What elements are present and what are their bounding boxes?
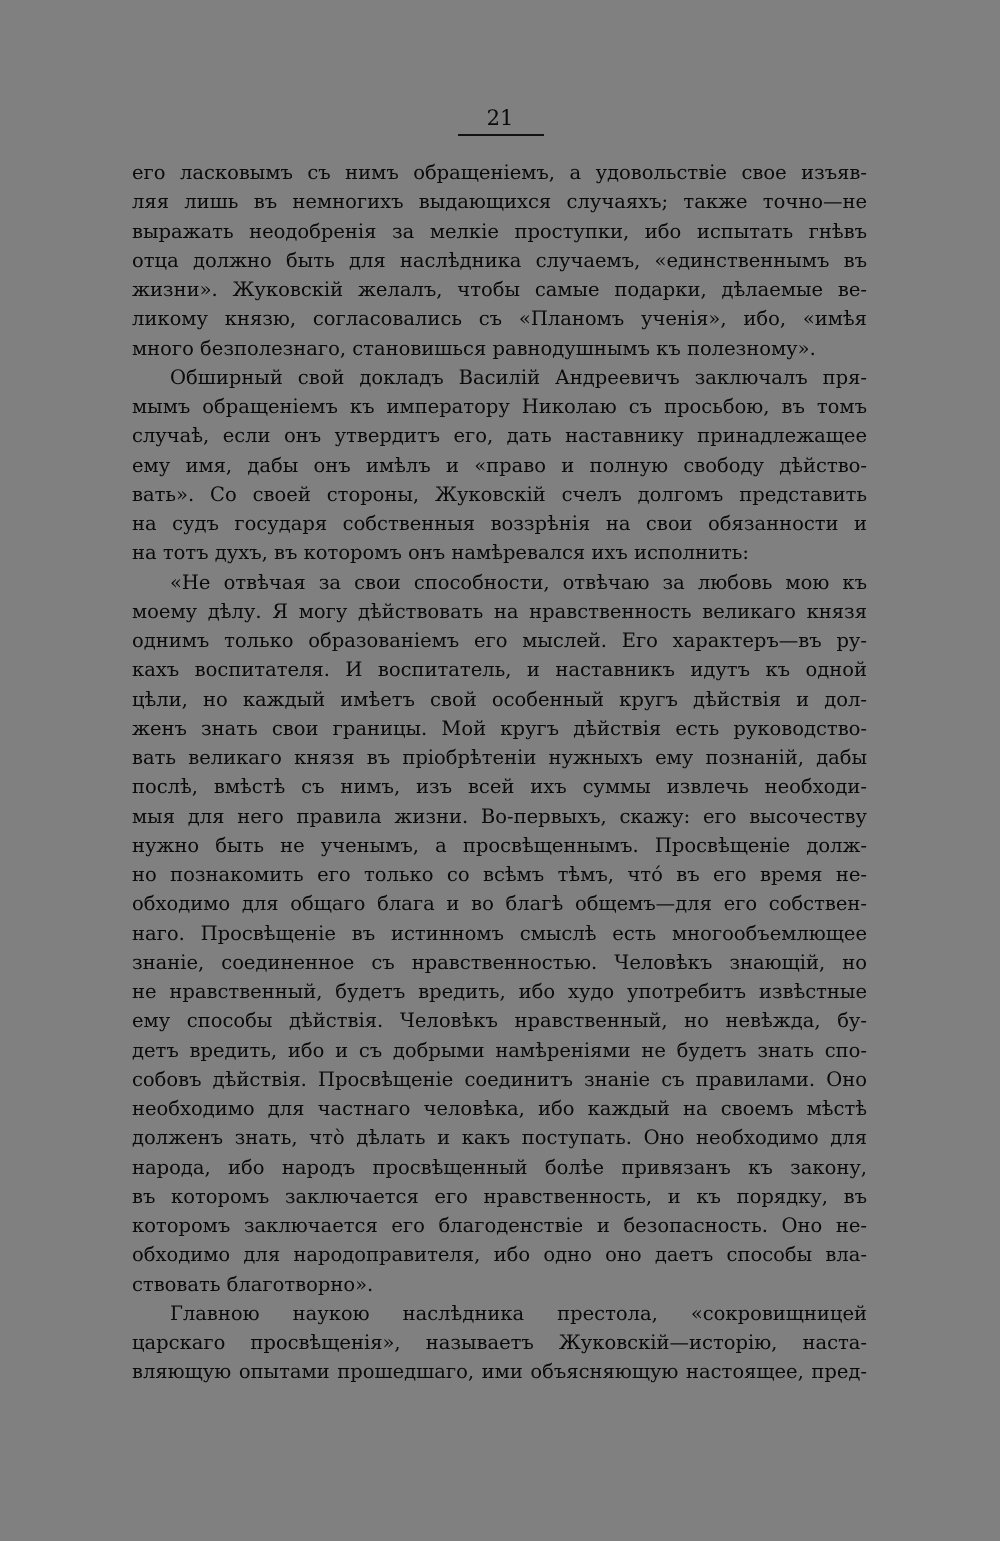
text-line: жизни». Жуковскій желалъ, чтобы самые подарки, дѣлаемые ве-	[132, 278, 867, 301]
text-line: вляющую опытами прошедшаго, ими объясняющую настоящее, пред-	[132, 1360, 867, 1384]
body-text	[132, 158, 867, 1387]
text-line: ему имя, дабы онъ имѣлъ и «право и полную свободу дѣйство-	[132, 453, 867, 477]
text-line: моему дѣлу. Я могу дѣйствовать на нравственность великаго князя	[132, 599, 867, 623]
text-line: обходимо для народоправителя, ибо одно оно даетъ способы вла-	[132, 1243, 867, 1267]
text-line: вать». Со своей стороны, Жуковскій счелъ долгомъ представить	[132, 482, 867, 506]
text-line: много безполезнаго, становишься равнодушнымъ къ полезному».	[132, 336, 816, 360]
text-line: народа, ибо народъ просвѣщенный болѣе привязанъ къ закону,	[132, 1155, 867, 1179]
text-line: не нравственный, будетъ вредить, ибо худо употребитъ извѣстные	[132, 980, 867, 1003]
text-line: послѣ, вмѣстѣ съ нимъ, изъ всей ихъ суммы извлечь необходи-	[132, 775, 867, 799]
text-line: кахъ воспитателя. И воспитатель, и наставникъ идутъ къ одной	[132, 658, 867, 682]
text-line: на тотъ духъ, въ которомъ онъ намѣревался ихъ исполнить:	[132, 541, 749, 565]
text-line: но познакомить его только со всѣмъ тѣмъ, что́ въ его время не-	[132, 863, 867, 886]
text-line: на судъ государя собственныя воззрѣнія на свои обязанности и	[132, 512, 867, 535]
text-line: детъ вредить, ибо и съ добрыми намѣреніями не будетъ знать спо-	[132, 1038, 867, 1062]
text-line: ствовать благотворно».	[132, 1272, 374, 1296]
text-line: въ которомъ заключается его нравственность, и къ порядку, въ	[132, 1184, 867, 1208]
text-line: выражать неодобренія за мелкіе проступки, ибо испытать гнѣвъ	[132, 219, 867, 243]
text-line: собовъ дѣйствія. Просвѣщеніе соединитъ знаніе съ правилами. Оно	[132, 1067, 867, 1091]
text-line: Главною наукою наслѣдника престола, «сокровищницей	[170, 1301, 867, 1325]
page-number-rule	[458, 134, 544, 136]
text-line: случаѣ, если онъ утвердитъ его, дать наставнику принадлежащее	[132, 424, 867, 448]
text-line: «Не отвѣчая за свои способности, отвѣчаю за любовь мою къ	[170, 570, 867, 594]
text-line: цѣли, но каждый имѣетъ свой особенный кругъ дѣйствія и дол-	[132, 687, 867, 711]
text-line: отца должно быть для наслѣдника случаемъ, «единственнымъ въ	[132, 248, 867, 272]
text-line: знаніе, соединенное съ нравственностью. Человѣкъ знающій, но	[132, 950, 867, 974]
text-line: которомъ заключается его благоденствіе и безопасность. Оно не-	[132, 1214, 867, 1237]
text-line: необходимо для частнаго человѣка, ибо каждый на своемъ мѣстѣ	[132, 1097, 867, 1120]
text-line: ляя лишь въ немногихъ выдающихся случаяхъ; также точно—не	[132, 190, 867, 214]
text-line: обходимо для общаго блага и во благѣ общемъ—для его собствен-	[132, 892, 867, 916]
text-line: царскаго просвѣщенія», называетъ Жуковскій—исторію, наста-	[132, 1331, 867, 1354]
text-line: однимъ только образованіемъ его мыслей. Его характеръ—въ ру-	[132, 629, 867, 652]
text-line: нужно быть не ученымъ, а просвѣщеннымъ. Просвѣщеніе долж-	[132, 833, 867, 857]
text-line: Обширный свой докладъ Василій Андреевичъ заключалъ пря-	[170, 365, 867, 389]
text-line: наго. Просвѣщеніе въ истинномъ смыслѣ есть многообъемлющее	[132, 921, 867, 945]
text-line: мымъ обращеніемъ къ императору Николаю съ просьбою, въ томъ	[132, 395, 867, 418]
page-number: 21	[486, 106, 514, 130]
text-line: женъ знать свои границы. Мой кругъ дѣйствія есть руководство-	[132, 716, 867, 740]
text-line: долженъ знать, что̀ дѣлать и какъ поступать. Оно необходимо для	[132, 1126, 867, 1150]
text-line: ликому князю, согласовались съ «Планомъ ученія», ибо, «имѣя	[132, 307, 867, 331]
text-line: вать великаго князя въ пріобрѣтеніи нужныхъ ему познаній, дабы	[132, 746, 867, 769]
text-line: мыя для него правила жизни. Во-первыхъ, скажу: его высочеству	[132, 804, 867, 828]
text-line: ему способы дѣйствія. Человѣкъ нравственный, но невѣжда, бу-	[132, 1009, 867, 1033]
text-line: его ласковымъ съ нимъ обращеніемъ, а удовольствіе свое изъяв-	[132, 161, 867, 184]
